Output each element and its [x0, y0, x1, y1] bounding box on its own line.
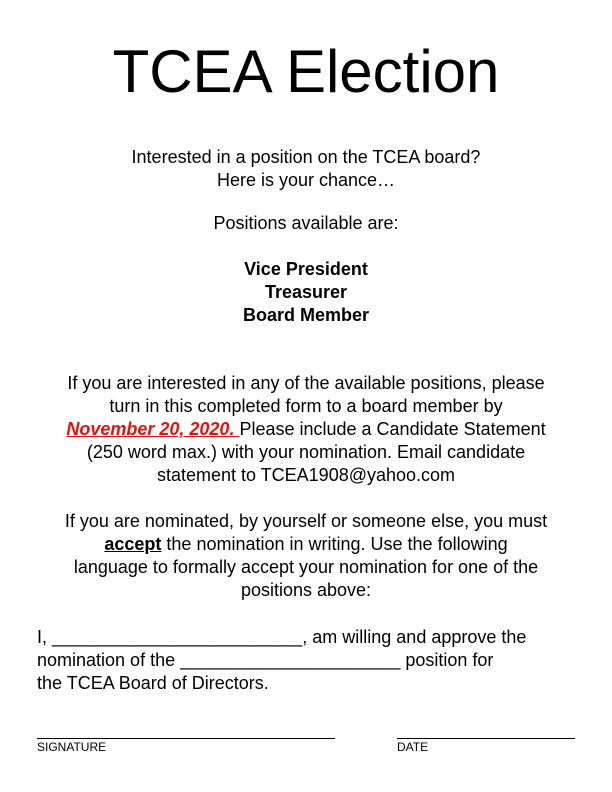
paragraph-line — [0, 418, 612, 441]
paragraph-line: If you are interested in any of the available positions, please — [67, 373, 545, 393]
intro-line: Interested in a position on the TCEA board? — [131, 147, 481, 167]
signature-label: SIGNATURE — [37, 740, 107, 754]
paragraph-line: If you are nominated, by yourself or someone else, you must — [64, 511, 548, 531]
paragraph-line — [0, 533, 612, 556]
declaration-line: I, _________________________, am willing and approve the — [37, 627, 527, 647]
page-title: TCEA Election — [112, 38, 500, 105]
paragraph-line: (250 word max.) with your nomination. Email candidate — [86, 442, 526, 462]
instructions-paragraph — [0, 372, 612, 487]
acceptance-paragraph — [0, 510, 612, 602]
declaration-line: nomination of the ______________________ position for — [37, 650, 494, 670]
declaration-text — [37, 626, 597, 695]
paragraph-line: statement to TCEA1908@yahoo.com — [156, 465, 456, 485]
signature-line — [37, 738, 335, 739]
position-board-member: Board Member — [242, 305, 370, 325]
positions-label: Positions available are: — [213, 213, 399, 233]
accept-word: accept — [104, 534, 162, 554]
intro-line: Here is your chance… — [216, 170, 396, 190]
position-vice-president: Vice President — [244, 259, 368, 279]
paragraph-line: language to formally accept your nomination for one of the — [73, 557, 539, 577]
deadline-date: November 20, 2020. — [66, 419, 240, 439]
paragraph-text: the nomination in writing. Use the following — [161, 534, 508, 554]
declaration-line: the TCEA Board of Directors. — [37, 673, 269, 693]
date-line — [397, 738, 575, 739]
intro-text — [0, 146, 612, 192]
paragraph-line: turn in this completed form to a board member by — [109, 396, 503, 416]
positions-list — [0, 258, 612, 327]
paragraph-text: Please include a Candidate Statement — [239, 419, 546, 439]
position-treasurer: Treasurer — [264, 282, 348, 302]
date-label: DATE — [397, 740, 429, 754]
paragraph-line: positions above: — [240, 580, 372, 600]
